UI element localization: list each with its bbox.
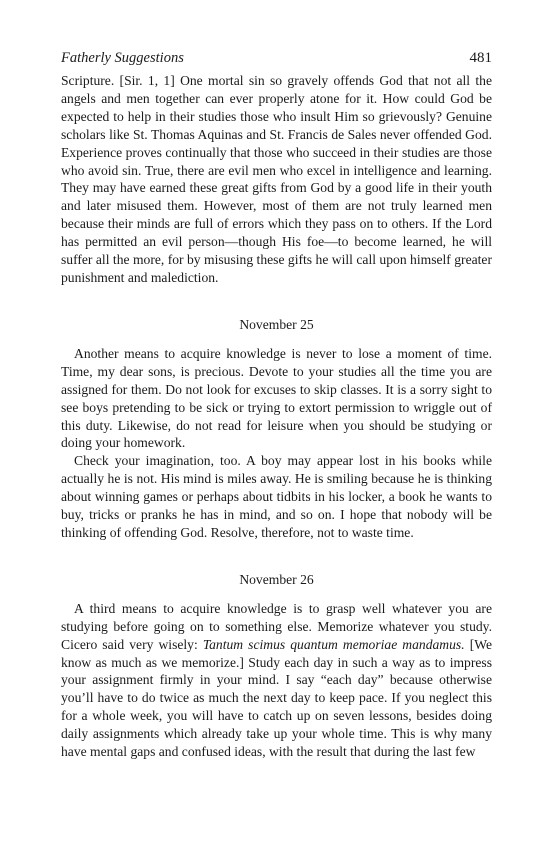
- paragraph-imagination: Check your imagination, too. A boy may appear lost in his books while actually he is not. His mind is miles away. He is smiling because he is thinking about winning games or perhaps about tidbits in his locker, a book he wants to buy, tricks or pranks he has in mind, and so on. I hope that nobody will be thinking of offending God. Resolve, therefore, not to waste time.: [61, 453, 492, 540]
- paragraph-memorize-text-a: A third means to acquire knowledge is to grasp well whatever you are studying before going on to something else. Memorize whatever you study. Cicero said very wisely:: [61, 600, 492, 652]
- latin-quotation: Tantum scimus quantum memoriae mandamus.: [202, 636, 465, 652]
- paragraph-memorize-text-b: [We know as much as we memorize.] Study each day in such a way as to impress your assignment firmly in your mind. I say “each day” because otherwise you’ll have to do twice as much the next day to keep pace. If you neglect this for a whole week, you will have to catch up on seven lessons, besides doing daily assignments which already take up your whole time. This is why many have mental gaps and confused ideas, with the result that during the last few: [61, 636, 492, 760]
- section-spacer: [61, 334, 492, 345]
- running-head: [61, 50, 492, 72]
- section-spacer: [61, 287, 492, 316]
- section-spacer: [61, 542, 492, 571]
- paragraph-memorize: [61, 600, 492, 761]
- page-number: 481: [469, 50, 492, 66]
- paragraph-time: Another means to acquire knowledge is never to lose a moment of time. Time, my dear sons, is precious. Devote to your studies all the time you are assigned for them. Do not look for excuses to skip classes. It is a sorry sight to see boys pretending to be sick or trying to extort permission to wriggle out of this duty. Likewise, do not read for leisure when you should be studying or doing your homework.: [61, 345, 492, 451]
- date-heading-november-25: November 25: [239, 316, 314, 332]
- date-heading-november-26: November 26: [239, 571, 314, 587]
- book-page: [61, 50, 492, 761]
- section-spacer: [61, 589, 492, 600]
- running-title: Fatherly Suggestions: [61, 50, 184, 66]
- continuation-paragraph: Scripture. [Sir. 1, 1] One mortal sin so gravely offends God that not all the angels and men together can ever properly atone for it. How could God be expected to help in their studies those who insult Him so grievously? Genuine scholars like St. Thomas Aquinas and St. Francis de Sales never offended God. Experience proves continually that those who succeed in their studies are those who avoid sin. True, there are evil men who excel in intelligence and learning. They may have earned these great gifts from God by a good life in their youth and later misused them. However, most of them are not truly learned men because their minds are full of errors which they pass on to others. If the Lord has permitted an evil person—though His foe—to become learned, he will suffer all the more, for by misusing these gifts he will call upon himself greater punishment and malediction.: [61, 73, 492, 285]
